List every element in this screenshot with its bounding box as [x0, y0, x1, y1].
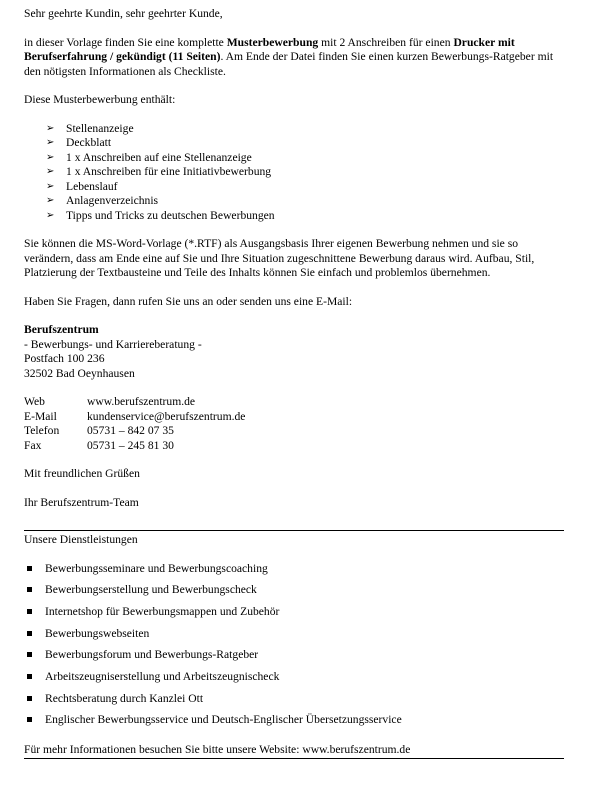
- list-item: [24, 583, 570, 605]
- services-list: [24, 562, 570, 736]
- service-label: Englischer Bewerbungsservice und Deutsch-Englischer Übersetzungsservice: [45, 713, 402, 727]
- list-item-label: 1 x Anschreiben für eine Initiativbewerbung: [66, 165, 272, 178]
- intro-text-3: . Am Ende der Datei finden Sie einen kurzen Bewerbungs-Ratgeber mit den nötigsten Informationen als Checkliste.: [24, 50, 554, 78]
- list-item: [24, 713, 570, 735]
- square-bullet-icon: [27, 674, 32, 679]
- service-label: Arbeitszeugniserstellung und Arbeitszeugnischeck: [45, 669, 280, 683]
- list-item: [24, 648, 570, 670]
- contact-row-fax: [24, 439, 570, 454]
- list-item: [24, 627, 570, 649]
- contact-row-email: [24, 410, 570, 425]
- service-label: Rechtsberatung durch Kanzlei Ott: [45, 691, 204, 705]
- list-item: [46, 209, 570, 224]
- list-item-label: 1 x Anschreiben auf eine Stellenanzeige: [66, 150, 252, 164]
- arrowhead-bullet-icon: ➢: [46, 180, 55, 192]
- intro-text-2: mit 2 Anschreiben für einen: [318, 35, 454, 49]
- email-link[interactable]: kundenservice@berufszentrum.de: [87, 409, 246, 423]
- contents-list: [24, 122, 570, 224]
- square-bullet-icon: [27, 609, 32, 614]
- square-bullet-icon: [27, 587, 32, 592]
- intro-paragraph: [24, 36, 570, 80]
- list-item: [24, 562, 570, 584]
- contact-row-web: [24, 395, 570, 410]
- contact-block: [24, 395, 570, 453]
- square-bullet-icon: [27, 696, 32, 701]
- list-item: [24, 692, 570, 714]
- list-item: [46, 151, 570, 166]
- service-label: Bewerbungswebseiten: [45, 626, 150, 640]
- list-item-label: Lebenslauf: [66, 179, 118, 193]
- usage-paragraph: Sie können die MS-Word-Vorlage (*.RTF) als Ausgangsbasis Ihrer eigenen Bewerbung nehmen und sie so verändern, dass am Ende eine auf Sie und Ihre Situation zugeschnittene Bewerbung daraus wird. Aufbau, Stil, Platzierung der Textbausteine und Teile des Inhalts können Sie einfach und problemlos übernehmen.: [24, 237, 535, 279]
- service-label: Internetshop für Bewerbungsmappen und Zubehör: [45, 604, 280, 618]
- intro-bold-2: Drucker mit Berufserfahrung / gekündigt (11 Seiten): [24, 35, 515, 63]
- company-city: 32502 Bad Oeynhausen: [24, 366, 135, 380]
- salutation: Sehr geehrte Kundin, sehr geehrter Kunde,: [24, 7, 223, 20]
- signature: Ihr Berufszentrum-Team: [24, 495, 139, 509]
- square-bullet-icon: [27, 566, 32, 571]
- contact-label: Web: [24, 395, 45, 408]
- questions-paragraph: Haben Sie Fragen, dann rufen Sie uns an oder senden uns eine E-Mail:: [24, 294, 353, 308]
- arrowhead-bullet-icon: ➢: [46, 151, 55, 163]
- list-item: [46, 136, 570, 151]
- square-bullet-icon: [27, 717, 32, 722]
- arrowhead-bullet-icon: ➢: [46, 122, 55, 134]
- square-bullet-icon: [27, 652, 32, 657]
- service-label: Bewerbungserstellung und Bewerbungscheck: [45, 583, 257, 597]
- closing: Mit freundlichen Grüßen: [24, 467, 140, 480]
- list-item: [46, 180, 570, 195]
- list-item: [24, 605, 570, 627]
- contact-label: Telefon: [24, 424, 60, 437]
- footer-text: Für mehr Informationen besuchen Sie bitte unsere Website: www.berufszentrum.de: [24, 743, 411, 756]
- list-item-label: Stellenanzeige: [66, 121, 134, 135]
- service-label: Bewerbungsforum und Bewerbungs-Ratgeber: [45, 648, 259, 662]
- list-item-label: Tipps und Tricks zu deutschen Bewerbungen: [66, 208, 275, 222]
- arrowhead-bullet-icon: ➢: [46, 209, 55, 221]
- company-name: [24, 323, 570, 338]
- company-name-text: Berufszentrum: [24, 323, 99, 336]
- square-bullet-icon: [27, 631, 32, 636]
- list-item: [46, 165, 570, 180]
- list-item-label: Deckblatt: [66, 136, 112, 149]
- intro-bold-1: Musterbewerbung: [226, 35, 319, 49]
- document-page: [24, 7, 570, 759]
- contact-label: Fax: [24, 438, 42, 452]
- web-link[interactable]: www.berufszentrum.de: [87, 395, 196, 408]
- intro-text-1: in dieser Vorlage finden Sie eine komplette: [24, 35, 227, 49]
- contact-label: E-Mail: [24, 409, 57, 423]
- fax-number: 05731 – 245 81 30: [87, 438, 174, 452]
- company-subtitle: - Bewerbungs- und Karriereberatung -: [24, 337, 202, 351]
- divider-bottom: [24, 758, 564, 759]
- company-postbox: Postfach 100 236: [24, 352, 105, 365]
- list-item: [24, 670, 570, 692]
- list-item-label: Anlagenverzeichnis: [66, 194, 159, 207]
- arrowhead-bullet-icon: ➢: [46, 137, 55, 148]
- services-heading: Unsere Dienstleistungen: [24, 533, 138, 546]
- service-label: Bewerbungsseminare und Bewerbungscoaching: [45, 561, 268, 575]
- phone-number: 05731 – 842 07 35: [87, 424, 174, 437]
- contents-heading: Diese Musterbewerbung enthält:: [24, 93, 176, 106]
- arrowhead-bullet-icon: ➢: [46, 195, 55, 206]
- list-item: [46, 194, 570, 209]
- arrowhead-bullet-icon: ➢: [46, 166, 55, 177]
- contact-row-phone: [24, 424, 570, 439]
- list-item: [46, 122, 570, 137]
